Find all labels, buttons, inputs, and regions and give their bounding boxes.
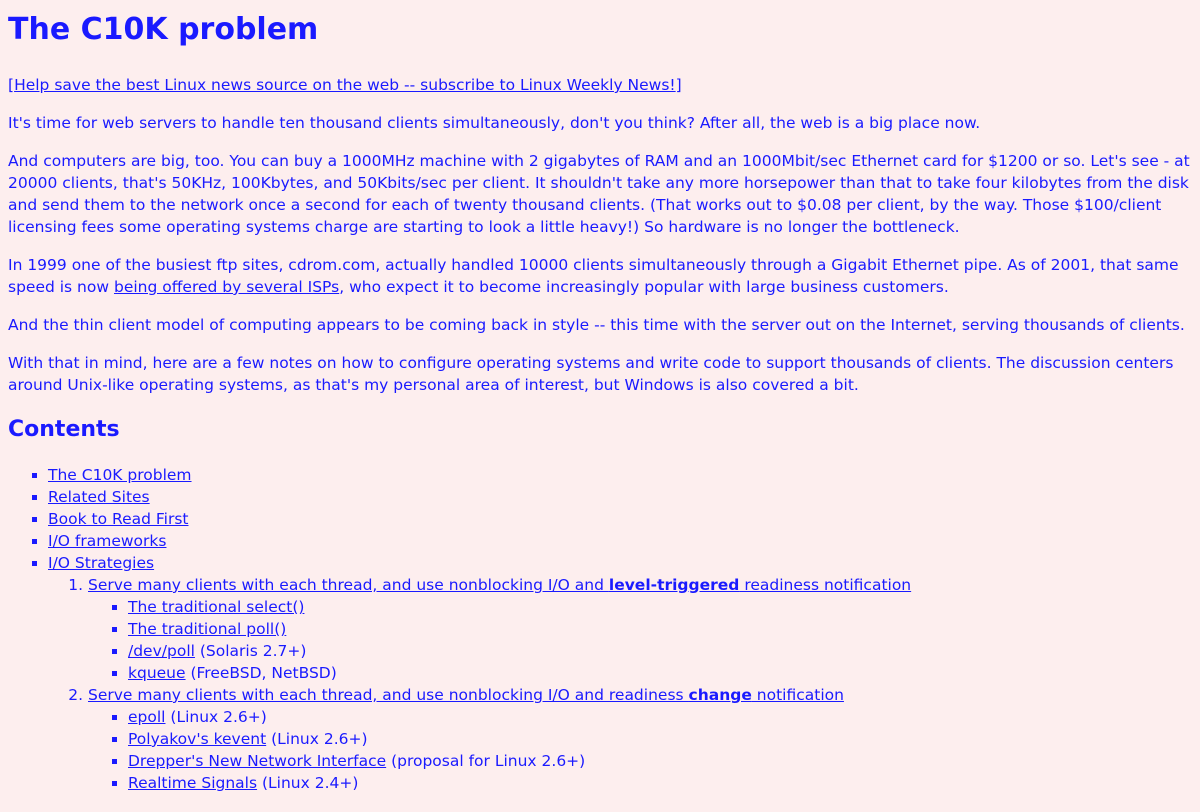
- list-item: [128, 596, 1192, 618]
- notice-open-bracket: [: [8, 76, 15, 94]
- strategy2-text-before: Serve many clients with each thread, and use nonblocking I/O and readiness: [88, 686, 689, 704]
- toc-link-traditional-select[interactable]: The traditional select(): [128, 598, 305, 616]
- toc-link-realtime-signals[interactable]: Realtime Signals: [128, 774, 258, 792]
- contents-list: [8, 464, 1192, 794]
- intro-paragraph-3: [8, 254, 1192, 298]
- toc-link-io-frameworks[interactable]: I/O frameworks: [48, 532, 167, 550]
- strategies-list: [48, 574, 1192, 794]
- list-item: [128, 706, 1192, 728]
- strategy1-bold-text: level-triggered: [608, 576, 740, 594]
- list-item: [88, 574, 1192, 684]
- subitem-note: (Solaris 2.7+): [194, 642, 307, 660]
- toc-link-epoll[interactable]: epoll: [128, 708, 166, 726]
- toc-link-book-to-read-first[interactable]: Book to Read First: [48, 510, 189, 528]
- subitem-note: (proposal for Linux 2.6+): [386, 752, 586, 770]
- toc-link-related-sites[interactable]: Related Sites: [48, 488, 150, 506]
- notice-close-bracket: ]: [675, 76, 682, 94]
- list-item: [128, 772, 1192, 794]
- intro-paragraph-4: And the thin client model of computing appears to be coming back in style -- this time with the server out on the Internet, serving thousands of clients.: [8, 316, 1185, 334]
- subitem-note: (Linux 2.4+): [257, 774, 359, 792]
- list-item: [48, 464, 1192, 486]
- intro-paragraph-2: And computers are big, too. You can buy a 1000MHz machine with 2 gigabytes of RAM and an 1000Mbit/sec Ethernet card for $1200 or so. Let's see - at 20000 clients, that's 50KHz, 100Kbytes, and 50Kbits/sec per client. It shouldn't take any more horsepower than that to take four kilobytes from the disk and send them to the network once a second for each of twenty thousand clients. (That works out to $0.08 per client, by the way. Those $100/client licensing fees some operating systems charge are starting to look a little heavy!) So hardware is no longer the bottleneck.: [8, 152, 1190, 236]
- strategy2-text-after: notification: [751, 686, 844, 704]
- strategy1-sublist: [88, 596, 1192, 684]
- toc-link-strategy-level-triggered[interactable]: [88, 576, 911, 594]
- list-item: [128, 750, 1192, 772]
- intro-p3-text-before: In 1999 one of the busiest ftp sites, cdrom.com, actually handled 10000 clients simultaneously through a Gigabit Ethernet pipe. As of 2001, that same speed is now: [8, 256, 1179, 296]
- toc-link-dev-poll[interactable]: /dev/poll: [128, 642, 195, 660]
- toc-link-io-strategies[interactable]: I/O Strategies: [48, 554, 155, 572]
- list-item: [48, 552, 1192, 794]
- list-item: [128, 662, 1192, 684]
- subitem-note: (FreeBSD, NetBSD): [185, 664, 337, 682]
- strategy1-text-after: readiness notification: [739, 576, 912, 594]
- isps-link[interactable]: being offered by several ISPs: [113, 278, 340, 296]
- toc-link-kqueue[interactable]: kqueue: [128, 664, 186, 682]
- list-item: [48, 530, 1192, 552]
- toc-link-traditional-poll[interactable]: The traditional poll(): [128, 620, 287, 638]
- list-item: [88, 684, 1192, 794]
- contents-heading: Contents: [8, 417, 120, 442]
- toc-link-c10k-problem[interactable]: The C10K problem: [48, 466, 192, 484]
- strategy2-bold-text: change: [688, 686, 752, 704]
- list-item: [128, 618, 1192, 640]
- intro-paragraph-1: It's time for web servers to handle ten thousand clients simultaneously, don't you think? After all, the web is a big place now.: [8, 114, 981, 132]
- strategy2-sublist: [88, 706, 1192, 794]
- intro-p3-text-after: , who expect it to become increasingly popular with large business customers.: [339, 278, 949, 296]
- toc-link-polyakov-kevent[interactable]: Polyakov's kevent: [128, 730, 267, 748]
- intro-paragraph-5: With that in mind, here are a few notes on how to configure operating systems and write code to support thousands of clients. The discussion centers around Unix-like operating systems, as that's my personal area of interest, but Windows is also covered a bit.: [8, 354, 1174, 394]
- list-item: [48, 508, 1192, 530]
- page: [0, 12, 1200, 794]
- list-item: [128, 728, 1192, 750]
- list-item: [48, 486, 1192, 508]
- subitem-note: (Linux 2.6+): [266, 730, 368, 748]
- toc-link-strategy-change-notification[interactable]: [88, 686, 844, 704]
- subitem-note: (Linux 2.6+): [165, 708, 267, 726]
- strategy1-text-before: Serve many clients with each thread, and use nonblocking I/O and: [88, 576, 609, 594]
- toc-link-drepper-nni[interactable]: Drepper's New Network Interface: [128, 752, 387, 770]
- lwn-notice: [8, 74, 1192, 96]
- lwn-subscribe-link[interactable]: Help save the best Linux news source on the web -- subscribe to Linux Weekly News!: [14, 76, 676, 94]
- list-item: [128, 640, 1192, 662]
- page-title: The C10K problem: [8, 12, 319, 47]
